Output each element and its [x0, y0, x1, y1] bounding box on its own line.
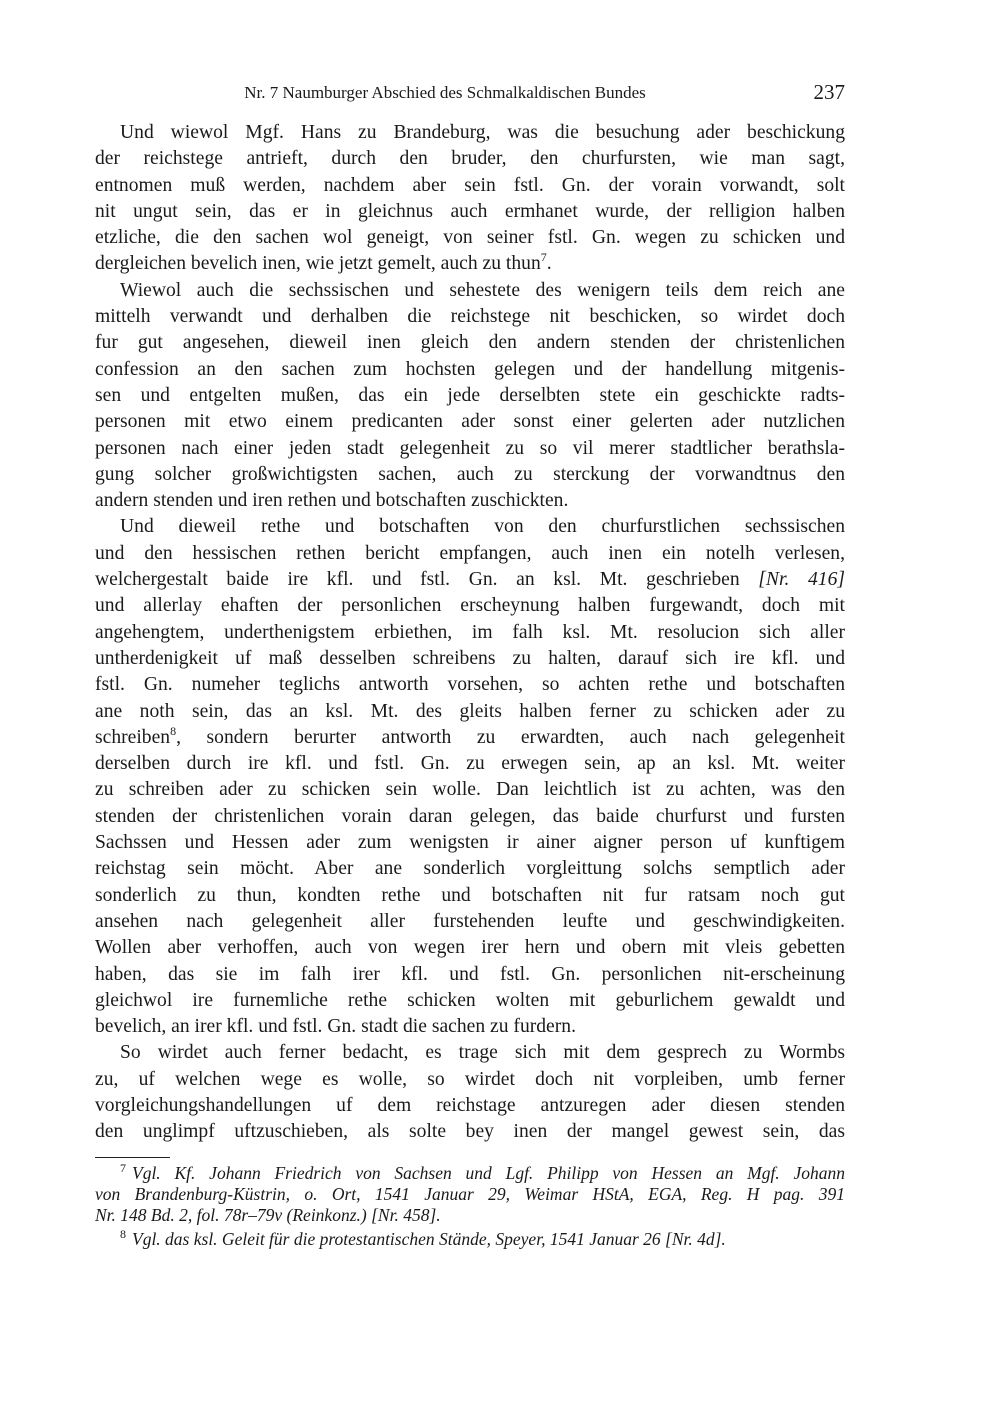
paragraph [95, 278, 845, 515]
text-segment: dergleichen bevelich inen, wie jetzt gemelt, auch zu thun [95, 253, 541, 275]
footnote-line [95, 1184, 845, 1205]
text-line: personen mit etwo einem predicanten ader sonst einer gelerten ader nutzlichen [95, 411, 845, 433]
text-segment: schreiben [95, 726, 171, 748]
text-line: ane noth sein, das an ksl. Mt. des gleits halben ferner zu schicken ader zu [95, 700, 845, 722]
page-number: 237 [813, 80, 845, 104]
text-line: fur gut angesehen, dieweil inen gleich den andern stenden der christenlichen [95, 332, 845, 354]
text-line: untherdenigkeit uf maß desselben schreibens zu halten, darauf sich ire kfl. und [95, 647, 845, 669]
footnote-8 [95, 1229, 845, 1250]
text-line: entnomen muß werden, nachdem aber sein fstl. Gn. der vorain vorwandt, solt [95, 174, 845, 196]
paragraph [95, 1040, 845, 1145]
text-segment: welchergestalt baide ire kfl. und fstl. Gn. an ksl. Mt. geschrieben [95, 569, 759, 591]
footnote-line [95, 1163, 845, 1184]
running-head [95, 80, 845, 106]
text-line [95, 725, 845, 751]
footnote-number: 7 [120, 1161, 126, 1175]
footnote-reference: 8 [170, 723, 177, 738]
text-line: sen und entgelten mußen, das ein jede derselbten stete ein geschickte radts- [95, 384, 845, 406]
text-line: bevelich, an irer kfl. und fstl. Gn. stadt die sachen zu furdern. [95, 1016, 576, 1038]
text-line: zu schreiben ader zu schicken sein wolle. Dan leichtlich ist zu achten, was den [95, 779, 845, 801]
footnote-7 [95, 1163, 845, 1226]
text-line: Sachssen und Hessen ader zum wenigsten ir ainer aigner person uf kunftigem [95, 832, 845, 854]
text-line: stenden der christenlichen vorain daran gelegen, das baide churfurst und fursten [95, 805, 845, 827]
text-line: vorgleichungshandellungen uf dem reichstage antzuregen ader diesen stenden [95, 1094, 845, 1116]
text-line: und allerlay ehaften der personlichen erscheynung halben furgewandt, doch mit [95, 595, 845, 617]
text-line [95, 567, 845, 593]
text-line: derselben durch ire kfl. und fstl. Gn. zu erwegen sein, ap an ksl. Mt. weiter [95, 753, 845, 775]
text-line: haben, das sie im falh irer kfl. und fstl. Gn. personlichen nit-erscheinung [95, 963, 845, 985]
main-text [95, 120, 845, 1146]
text-line: angehengtem, underthenigstem erbiethen, im falh ksl. Mt. resolucion sich aller [95, 621, 845, 643]
footnote-text: von Brandenburg-Küstrin, o. Ort, 1541 Januar 29, Weimar HStA, EGA, Reg. H pag. 391 [95, 1184, 845, 1204]
text-line: confession an den sachen zum hochsten gelegen und der handellung mitgenis- [95, 358, 845, 380]
text-line: sonderlich zu thun, kondten rethe und botschaften nit fur ratsam noch gut [95, 884, 845, 906]
text-line: zu, uf welchen wege es wolle, so wirdet doch nit vorpleiben, umb ferner [95, 1068, 845, 1090]
footnote-line [95, 1205, 845, 1226]
text-line: Und dieweil rethe und botschaften von den churfurstlichen sechssischen [120, 516, 845, 538]
text-line: So wirdet auch ferner bedacht, es trage sich mit dem gesprech zu Wormbs [120, 1042, 845, 1064]
text-line: Und wiewol Mgf. Hans zu Brandeburg, was die besuchung ader beschickung [120, 122, 845, 143]
text-line: personen nach einer jeden stadt gelegenheit zu so vil merer stadtlicher berathsla- [95, 437, 845, 459]
footnote-text: Vgl. das ksl. Geleit für die protestantischen Stände, Speyer, 1541 Januar 26 [Nr. 4d]. [132, 1229, 726, 1249]
text-line: gleichwol ire furnemliche rethe schicken wolten mit geburlichem gewaldt und [95, 989, 845, 1011]
footnotes [95, 1163, 845, 1253]
text-line: den unglimpf uftzuschieben, als solte bey inen der mangel gewest sein, das [95, 1121, 845, 1143]
text-line: Wollen aber verhoffen, auch von wegen irer hern und obern mit vleis gebetten [95, 937, 845, 959]
text-line: und den hessischen rethen bericht empfangen, auch inen ein notelh verlesen, [95, 542, 845, 564]
text-line: etzliche, die den sachen wol geneigt, von seiner fstl. Gn. wegen zu schicken und [95, 227, 845, 249]
footnote-text: Vgl. Kf. Johann Friedrich von Sachsen und Lgf. Philipp von Hessen an Mgf. Johann [132, 1163, 845, 1183]
text-line: mittelh verwandt und derhalben die reichstege nit beschicken, so wirdet doch [95, 306, 845, 328]
text-line: fstl. Gn. numeher teglichs antworth vorsehen, so achten rethe und botschaften [95, 674, 845, 696]
text-segment: . [546, 253, 552, 275]
footnote-divider [95, 1157, 170, 1158]
text-line: nit ungut sein, das er in gleichnus auch ermhanet wurde, der relligion halben [95, 200, 845, 222]
footnote-line [95, 1229, 845, 1250]
cross-reference: [Nr. 416] [758, 569, 845, 591]
footnote-text: Nr. 148 Bd. 2, fol. 78r–79v (Reinkonz.) [Nr. 458]. [95, 1205, 441, 1225]
text-line: ansehen nach gelegenheit aller furstehenden leufte und geschwindigkeiten. [95, 910, 845, 932]
footnote-number: 8 [120, 1227, 126, 1241]
footnote-reference: 7 [540, 250, 547, 265]
paragraph [95, 514, 845, 1040]
text-line [95, 251, 845, 277]
text-line: andern stenden und iren rethen und botschaften zuschickten. [95, 490, 569, 512]
running-head-title: Nr. 7 Naumburger Abschied des Schmalkaldischen Bundes [244, 83, 646, 102]
paragraph [95, 120, 845, 278]
text-line: reichstag sein möcht. Aber ane sonderlich vorgleittung solchs semptlich ader [95, 858, 845, 880]
text-segment: , sondern berurter antworth zu erwardten, auch nach gelegenheit [176, 726, 845, 748]
text-line: Wiewol auch die sechssischen und sehestete des wenigern teils dem reich ane [120, 279, 845, 301]
text-line: gung solcher großwichtigsten sachen, auch zu sterckung der vorwandtnus den [95, 463, 845, 485]
text-line: der reichstege antrieft, durch den bruder, den churfursten, wie man sagt, [95, 148, 845, 170]
